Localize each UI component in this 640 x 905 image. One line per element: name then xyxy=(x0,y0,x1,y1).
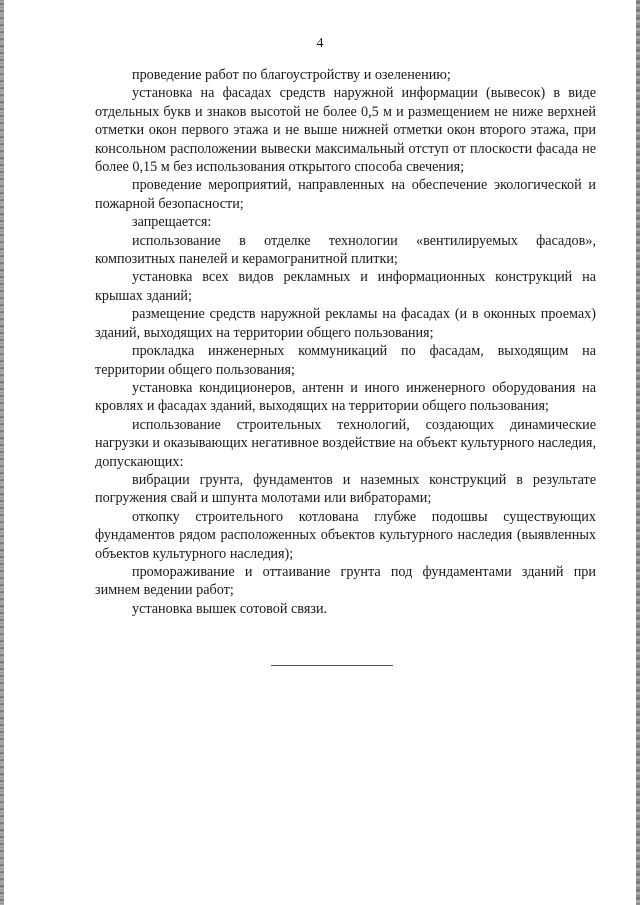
paragraph-construction-technologies: использование строительных технологий, создающих динамические нагрузки и оказывающих негативное воздействие на объект культурного наследия, допускающих: xyxy=(95,416,596,470)
page-number: 4 xyxy=(316,36,324,51)
paragraph-safety-measures: проведение мероприятий, направленных на обеспечение экологической и пожарной безопасности; xyxy=(95,177,596,212)
paragraph-facade-advertising: размещение средств наружной рекламы на фасадах (и в оконных проемах) зданий, выходящих на территории общего пользования; xyxy=(95,306,596,341)
paragraph-prohibited-heading: запрещается: xyxy=(132,214,212,231)
document-body xyxy=(95,66,596,618)
paragraph-air-conditioners: установка кондиционеров, антенн и иного инженерного оборудования на кровлях и фасадах зданий, выходящих на территории общего пользования; xyxy=(95,379,596,415)
paragraph-roof-advertising: установка всех видов рекламных и информационных конструкций на крышах зданий; xyxy=(95,269,596,304)
scan-edge-left xyxy=(0,0,4,905)
paragraph-excavation: откопку строительного котлована глубже подошвы существующих фундаментов рядом расположенных объектов культурного наследия (выявленных объектов культурного наследия); xyxy=(95,508,596,562)
paragraph-utility-lines: прокладка инженерных коммуникаций по фасадам, выходящим на территории общего пользования; xyxy=(95,343,596,378)
paragraph-cell-towers: установка вышек сотовой связи. xyxy=(132,600,328,617)
paragraph-ventilated-facades: использование в отделке технологии «вентилируемых фасадов», композитных панелей и керамогранитной плитки; xyxy=(95,232,596,268)
end-of-document-rule xyxy=(271,665,393,666)
scan-edge-right xyxy=(636,0,640,905)
paragraph-landscaping: проведение работ по благоустройству и озеленению; xyxy=(132,67,451,83)
paragraph-vibrations: вибрации грунта, фундаментов и наземных конструкций в результате погружения свай и шпунта молотами или вибраторами; xyxy=(95,471,596,507)
paragraph-signage-installation: установка на фасадах средств наружной информации (вывесок) в виде отдельных букв и знаков высотой не более 0,5 м и размещением не ниже верхней отметки окон первого этажа и не выше нижней отметки окон второго этажа, при консольном расположении вывески максимальный отступ от плоскости фасада не более 0,15 м без использования открытого способа свечения; xyxy=(95,85,596,176)
paragraph-freezing-thawing: промораживание и оттаивание грунта под фундаментами зданий при зимнем ведении работ; xyxy=(95,563,596,599)
